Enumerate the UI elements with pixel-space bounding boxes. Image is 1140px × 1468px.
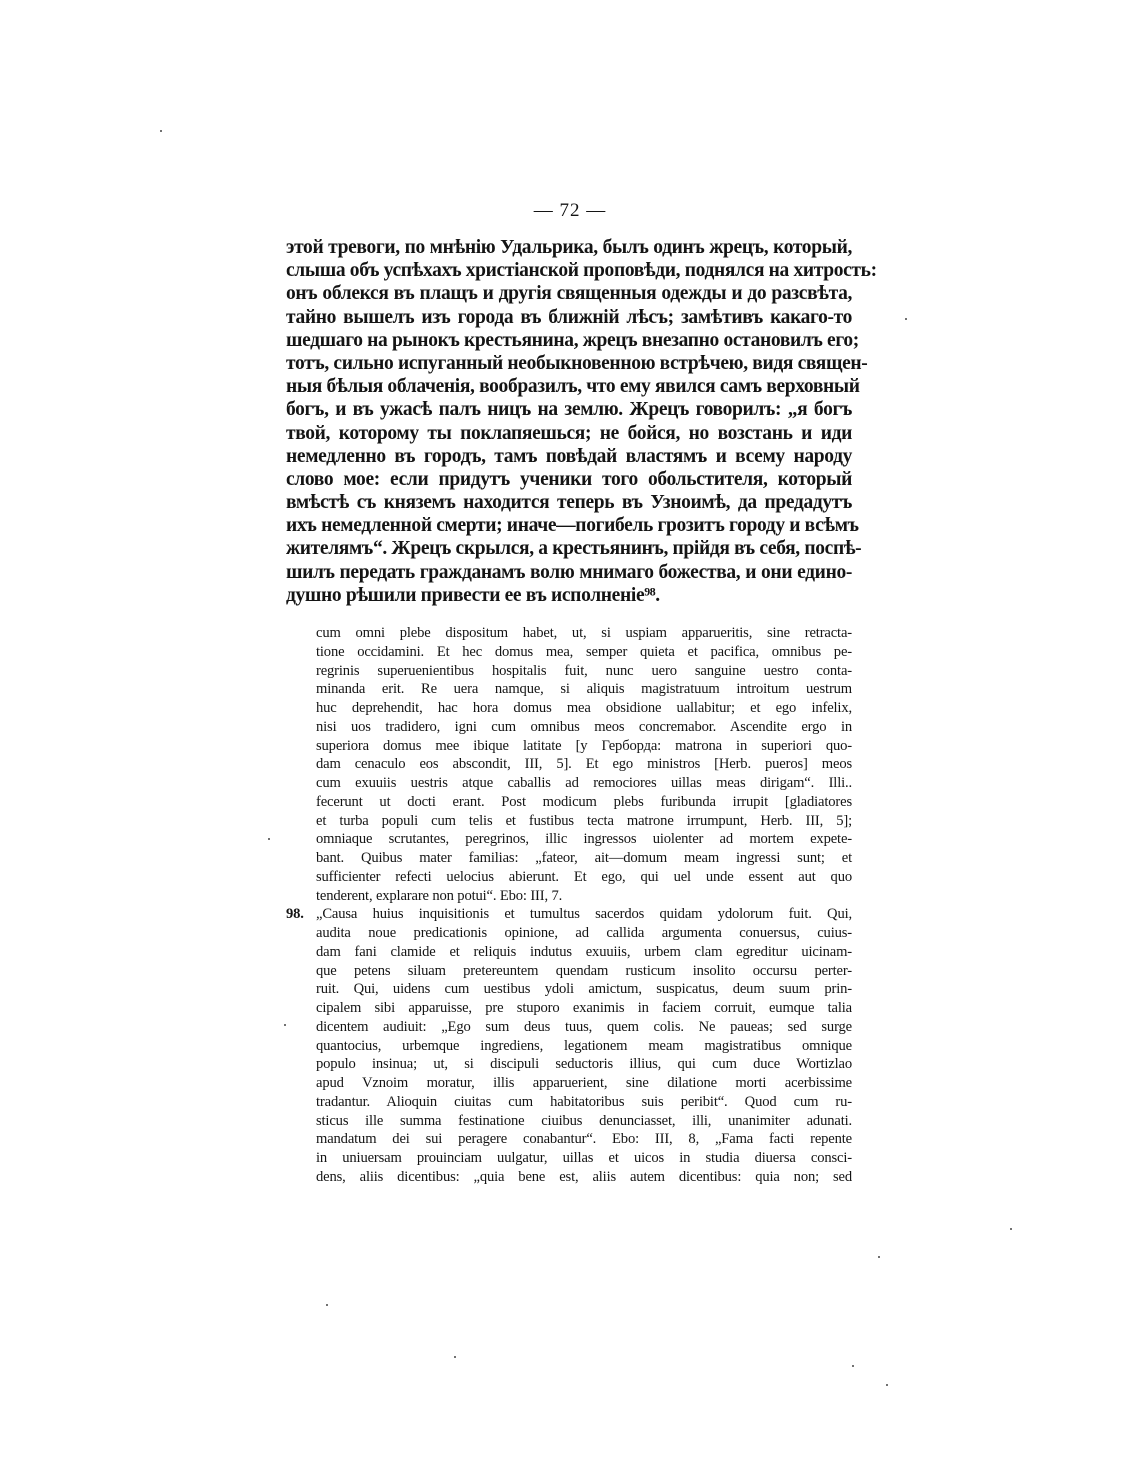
main-text-line: онъ облекся въ плащъ и другія священныя одежды и до разсвѣта, bbox=[286, 283, 852, 305]
page-number: — 72 — bbox=[533, 200, 607, 221]
scan-speck bbox=[886, 1384, 888, 1386]
footnote-line: populo insinua; ut, si discipuli seductoris illius, qui cum duce Wortizlao bbox=[316, 1056, 852, 1073]
footnote-line: fecerunt ut docti erant. Post modicum plebs furibunda irrupit [gladiatores bbox=[316, 793, 852, 810]
main-text-line: тотъ, сильно испуганный необыкновенною встрѣчею, видя священ- bbox=[286, 352, 868, 374]
footnote-line: apud Vznoim moratur, illis apparuerient, sine dilatione morti acerbissime bbox=[316, 1075, 852, 1091]
main-text-line: ихъ немедленной смерти; иначе—погибель грозитъ городу и всѣмъ bbox=[286, 515, 859, 537]
main-text-line: шедшаго на рынокъ крестьянина, жрецъ внезапно остановилъ его; bbox=[286, 329, 859, 351]
main-text-line: вмѣстѣ съ княземъ находится теперь въ Узноимѣ, да предадутъ bbox=[286, 492, 852, 514]
footnote-line: tenderent, explarare non potui“. Ebo: III, 7. bbox=[316, 887, 563, 904]
main-text-line: тайно вышелъ изъ города въ ближній лѣсъ; замѣтивъ какаго-то bbox=[286, 306, 852, 328]
footnote-line: in uniuersam prouinciam uulgatur, uillas et uicos in studia diuersa consci- bbox=[316, 1150, 852, 1166]
footnote-line: regrinis superuenientibus hospitalis fuit, nunc uero sanguine uestro conta- bbox=[316, 662, 852, 679]
footnote-line: dam fani clamide et reliquis indutus exuuiis, urbem clam egreditur uicinam- bbox=[316, 943, 852, 960]
footnote-line: „Causa huius inquisitionis et tumultus sacerdos quidam ydolorum fuit. Qui, bbox=[316, 906, 852, 923]
scan-speck bbox=[905, 318, 907, 320]
scan-speck bbox=[268, 838, 270, 840]
main-text-line: немедленно въ городъ, тамъ повѣдай властямъ и всему народу bbox=[286, 445, 852, 467]
footnote-line: dens, aliis dicentibus: „quia bene est, aliis autem dicentibus: quia non; sed bbox=[316, 1168, 852, 1185]
scan-speck bbox=[878, 1256, 880, 1258]
main-text-line: слыша объ успѣхахъ христіанской проповѣди, поднялся на хитрость: bbox=[286, 260, 877, 282]
footnote-line: dam cenaculo eos abscondit, III, 5]. Et ego ministros [Herb. pueros] meos bbox=[316, 756, 852, 773]
main-text-body bbox=[286, 236, 877, 607]
main-text-line: твой, которому ты поклапяешься; не бойся, но возстань и иди bbox=[286, 422, 852, 444]
footnote-line: huc deprehendit, hac hora domus mea obsidione uallabitur; et ego infelix, bbox=[316, 700, 852, 716]
footnote-line: sticus ille summa festinatione ciuibus denunciasset, illi, unanimiter adunati. bbox=[316, 1112, 852, 1129]
footnote-continuation bbox=[286, 624, 852, 905]
footnote-98 bbox=[286, 905, 852, 1186]
footnote-line: omniaque scrutantes, peregrinos, illic ingressos uiolenter ad mortem expete- bbox=[316, 831, 852, 848]
footnote-line: mandatum dei sui peragere conabantur“. Ebo: III, 8, „Fama facti repente bbox=[316, 1131, 852, 1148]
scan-speck bbox=[326, 1304, 328, 1306]
main-text-line: этой тревоги, по мнѣнію Удальрика, былъ одинъ жрецъ, который, bbox=[286, 237, 852, 258]
footnote-line: tradantur. Alioquin ciuitas cum habitatoribus suis peribit“. Quod cum ru- bbox=[316, 1093, 852, 1110]
main-text-line: слово мое: если придутъ ученики того обольстителя, который bbox=[286, 468, 852, 490]
footnote-line: minanda erit. Re uera namque, si aliquis magistratuum introitum uestrum bbox=[316, 681, 852, 698]
footnote-line: tione occidamini. Et hec domus mea, semper quieta et pacifica, omnibus pe- bbox=[316, 643, 852, 660]
footnote-line: nisi uos tradidero, igni cum omnibus meos concremabor. Ascendite ergo in bbox=[316, 718, 852, 735]
scan-speck bbox=[284, 1024, 286, 1026]
footnote-line: superiora domus mee ibique latitate [у Герборда: matrona in superiori quo- bbox=[316, 737, 852, 754]
footnote-line: que petens siluam pretereuntem quendam rusticum insolito occursu perter- bbox=[316, 962, 852, 979]
main-text-line: шилъ передать гражданамъ волю мнимаго божества, и они едино- bbox=[286, 561, 852, 583]
footnote-line: ruit. Qui, uidens cum uestibus ydoli amictum, suspicatus, deum suum prin- bbox=[316, 981, 852, 998]
footnote-line: bant. Quibus mater familias: „fateor, ait—domum meam ingressi sunt; et bbox=[316, 850, 852, 866]
footnote-line: sufficienter refecti uelocius abierunt. Et ego, qui uel unde essent aut quo bbox=[316, 868, 852, 885]
footnote-line: dicentem audiuit: „Ego sum deus tuus, quem colis. Ne paueas; sed surge bbox=[316, 1018, 852, 1035]
main-text-line: жителямъ“. Жрецъ скрылся, а крестьянинъ, прійдя въ себя, поспѣ- bbox=[286, 538, 862, 560]
footnote-line: cum omni plebe dispositum habet, ut, si uspiam apparueritis, sine retracta- bbox=[316, 625, 852, 641]
footnote-number: 98. bbox=[286, 906, 304, 923]
main-text-line: ныя бѣлыя облаченія, вообразилъ, что ему явился самъ верховный bbox=[286, 376, 860, 398]
footnotes bbox=[286, 624, 852, 1187]
main-text-line: богъ, и въ ужасѣ палъ ницъ на землю. Жрецъ говорилъ: „я богъ bbox=[286, 399, 852, 421]
footnote-line: cipalem sibi apparuisse, pre stuporo exanimis in faciem corruit, eumque talia bbox=[316, 1000, 852, 1016]
footnote-line: audita noue predicationis opinione, ad callida argumenta conuersus, cuius- bbox=[316, 925, 852, 941]
main-text-line: душно рѣшили привести ее въ исполненіе⁹⁸. bbox=[286, 584, 660, 606]
scan-speck bbox=[1010, 1228, 1012, 1230]
footnote-line: cum exuuiis uestris atque caballis ad remociores uillas meas dirigam“. Illi.. bbox=[316, 775, 852, 791]
footnote-line: et turba populi cum telis et fustibus tecta matrone irrumpunt, Herb. III, 5]; bbox=[316, 812, 852, 829]
scan-speck bbox=[454, 1356, 456, 1358]
scan-speck bbox=[852, 1365, 854, 1367]
footnote-line: quantocius, urbemque ingrediens, legationem meam magistratibus omnique bbox=[316, 1037, 852, 1054]
scan-speck bbox=[160, 130, 162, 132]
